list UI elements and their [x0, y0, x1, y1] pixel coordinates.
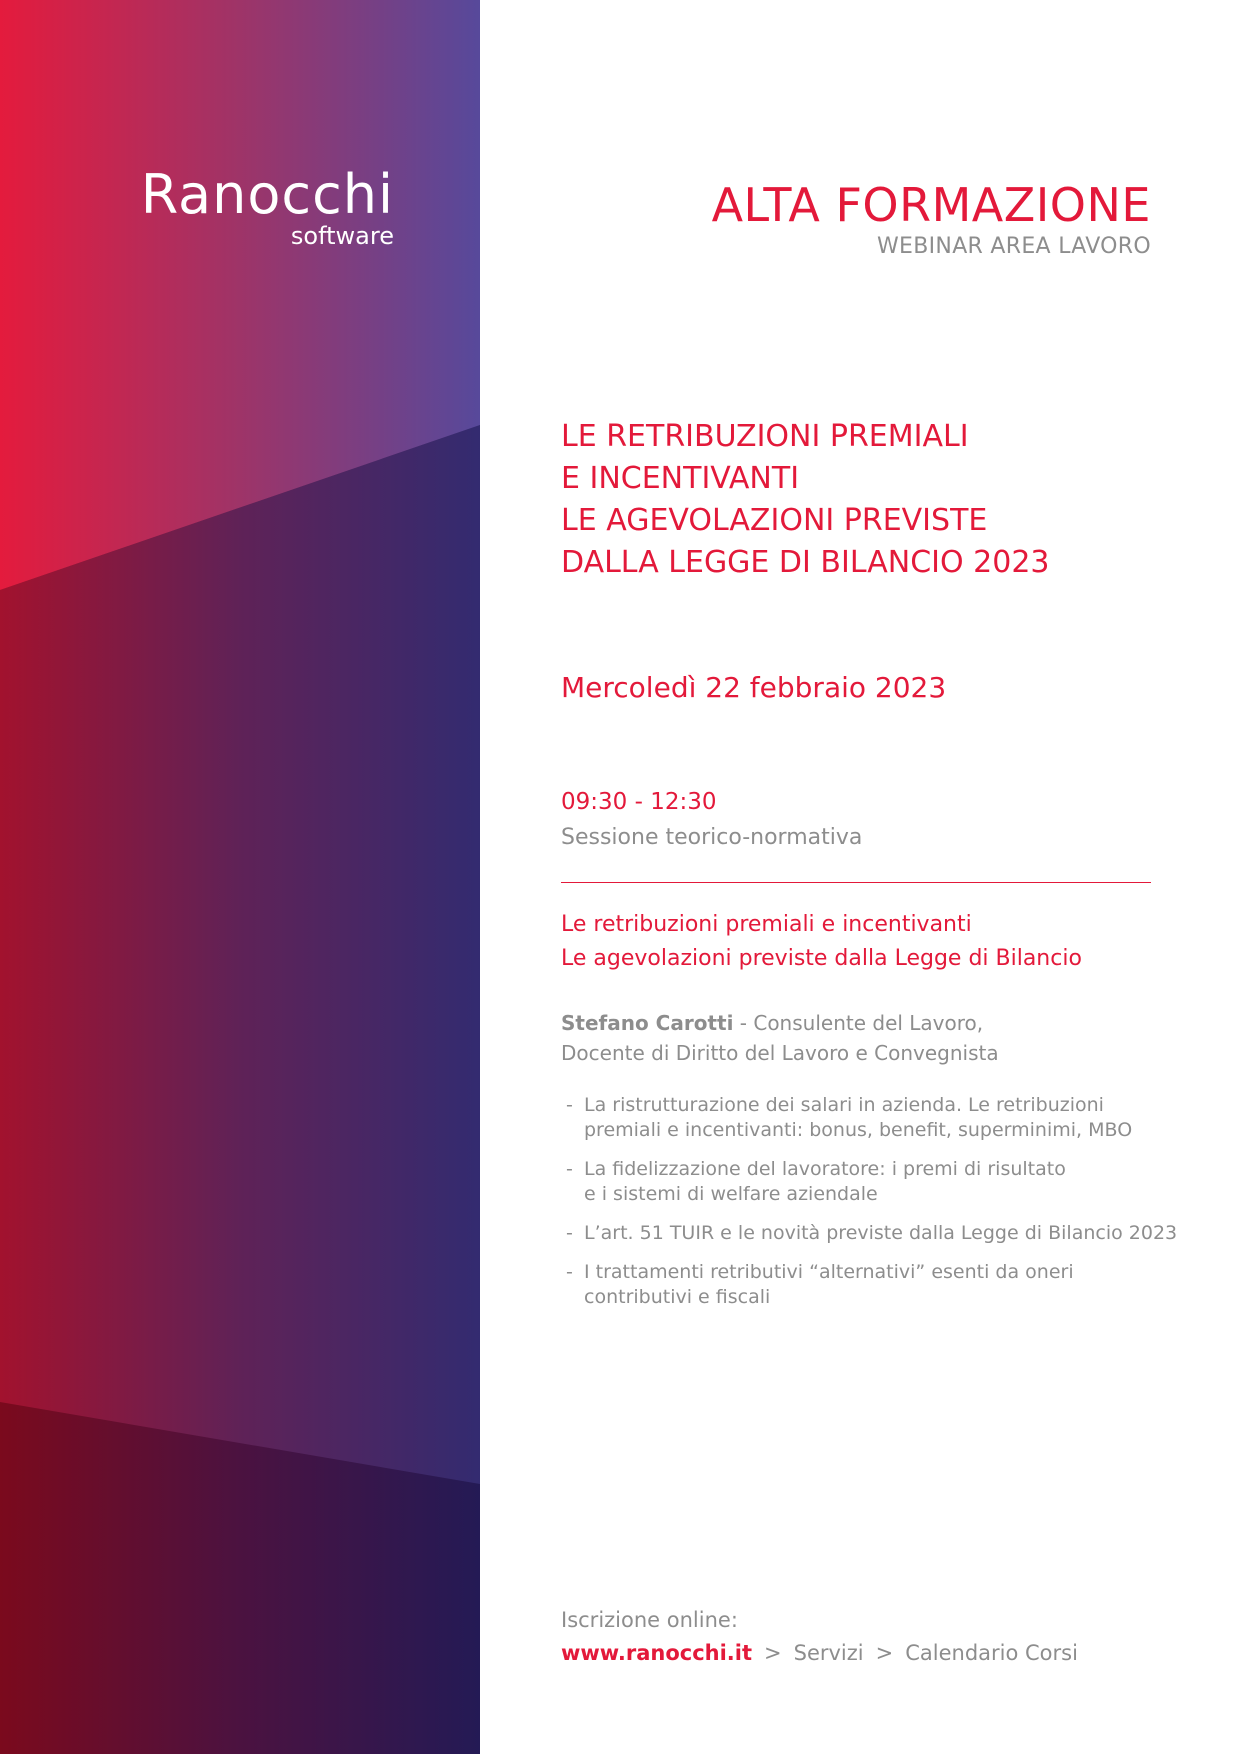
breadcrumb-calendario-corsi[interactable]: Calendario Corsi: [905, 1641, 1078, 1665]
logo-subtitle: software: [290, 222, 394, 250]
page-title: ALTA FORMAZIONE: [711, 178, 1151, 232]
section-divider: [561, 882, 1151, 883]
side-panel: [0, 0, 480, 1754]
ranocchi-logo: [140, 163, 394, 250]
topic-line: Le agevolazioni previste dalla Legge di Bilancio: [561, 946, 1082, 971]
speaker-role: - Consulente del Lavoro,: [733, 1011, 984, 1035]
side-panel-graphic: [0, 0, 480, 1754]
course-title-line: E INCENTIVANTI: [561, 461, 800, 496]
speaker-line-1: [561, 1008, 1201, 1038]
course-title-line: LE AGEVOLAZIONI PREVISTE: [561, 503, 988, 538]
program-item: [566, 1221, 1206, 1246]
speaker-line-2: Docente di Diritto del Lavoro e Convegnista: [561, 1041, 999, 1065]
program-item: [566, 1157, 1206, 1207]
registration-info: [561, 1604, 1201, 1670]
program-item-line: contributivi e fiscali: [584, 1286, 771, 1308]
program-item-line: La fidelizzazione del lavoratore: i premi di risultato: [584, 1158, 1066, 1180]
program-item: [566, 1260, 1206, 1310]
logo-wordmark: Ranocchi: [140, 163, 394, 226]
program-item-line: L’art. 51 TUIR e le novità previste dalla Legge di Bilancio 2023: [584, 1222, 1178, 1244]
panel-middle-band: [0, 425, 480, 1484]
topic-line: Le retribuzioni premiali e incentivanti: [561, 912, 972, 937]
program-item-line: La ristrutturazione dei salari in azienda. Le retribuzioni: [584, 1094, 1104, 1116]
program-list: [566, 1093, 1206, 1324]
speaker-info: [561, 1008, 1201, 1068]
program-item-line: premiali e incentivanti: bonus, benefit, superminimi, MBO: [584, 1119, 1133, 1141]
program-item-line: e i sistemi di welfare aziendale: [584, 1183, 878, 1205]
breadcrumb-separator: >: [764, 1641, 782, 1665]
program-item-line: I trattamenti retributivi “alternativi” esenti da oneri: [584, 1261, 1074, 1283]
course-title-line: DALLA LEGGE DI BILANCIO 2023: [561, 545, 1050, 580]
course-date: Mercoledì 22 febbraio 2023: [561, 671, 947, 704]
registration-label: Iscrizione online:: [561, 1608, 738, 1632]
breadcrumb-separator: >: [875, 1641, 894, 1665]
website-link[interactable]: www.ranocchi.it: [561, 1641, 752, 1665]
session-type: Sessione teorico-normativa: [561, 825, 863, 850]
bullet-dash: -: [566, 1094, 573, 1116]
session-topic: [561, 908, 1201, 976]
bullet-dash: -: [566, 1158, 573, 1180]
program-item: [566, 1093, 1206, 1143]
page-subtitle: WEBINAR AREA LAVORO: [877, 234, 1151, 259]
breadcrumb-servizi[interactable]: Servizi: [793, 1641, 864, 1665]
course-title-line: LE RETRIBUZIONI PREMIALI: [561, 419, 969, 454]
speaker-name: Stefano Carotti: [561, 1011, 734, 1035]
registration-path: [561, 1637, 1201, 1670]
session-time: 09:30 - 12:30: [561, 789, 717, 815]
bullet-dash: -: [566, 1261, 573, 1283]
course-title: [561, 416, 1181, 584]
bullet-dash: -: [566, 1222, 573, 1244]
